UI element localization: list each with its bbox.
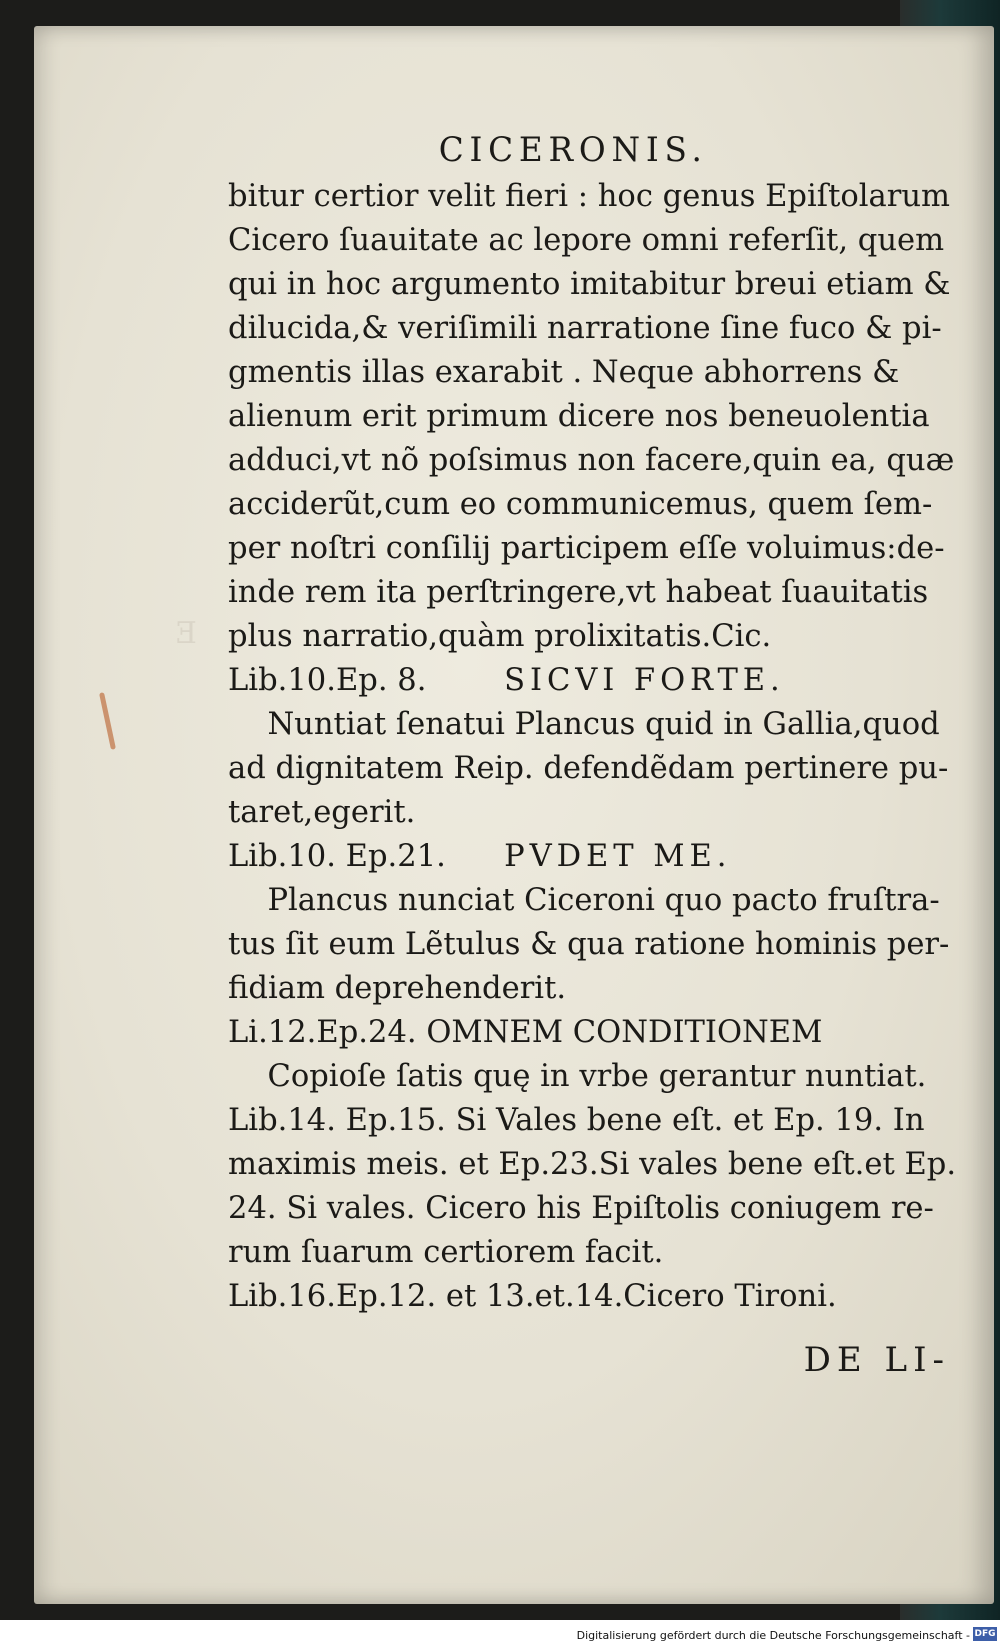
text-line: Plancus nunciat Ciceroni quo pacto fruſtra- <box>267 882 940 918</box>
text-line: per noſtri conſilij participem eſſe voluimus:de- <box>228 530 945 566</box>
text-line: inde rem ita perſtringere,vt habeat ſuauitatis <box>228 574 929 610</box>
text-line: Copioſe ſatis quę in vrbe gerantur nuntiat. <box>267 1058 927 1094</box>
text-line: dilucida,& veriſimili narratione ſine fuco & pi- <box>228 310 942 346</box>
text-line: Nuntiat ſenatui Plancus quid in Gallia,quod <box>267 706 940 742</box>
funding-credit: Digitalisierung gefördert durch die Deutsche Forschungsgemeinschaft - <box>576 1629 970 1642</box>
page-text <box>228 128 968 1318</box>
text-line: acciderũt,cum eo communicemus, quem ſem- <box>228 486 933 522</box>
text-line: qui in hoc argumento imitabitur breui etiam & <box>228 266 951 302</box>
section-incipit: PVDET ME. <box>504 838 732 874</box>
text-line: plus narratio,quàm prolixitatis.Cic. <box>228 618 772 654</box>
running-head: CICERONIS. <box>438 130 708 170</box>
text-line: Lib.16.Ep.12. et 13.et.14.Cicero Tironi. <box>228 1278 837 1314</box>
section-heading-3 <box>228 1010 958 1054</box>
section-heading-2 <box>228 834 958 878</box>
section-incipit: OMNEM CONDITIONEM <box>426 1014 823 1050</box>
text-line: taret,egerit. <box>228 794 416 830</box>
text-line: tus ſit eum Lẽtulus & qua ratione hominis per- <box>228 926 950 962</box>
text-line: rum ſuarum certiorem facit. <box>228 1234 664 1270</box>
section-ref: Lib.10.Ep. 8. <box>228 662 427 698</box>
text-line: maximis meis. et Ep.23.Si vales bene eſt.et Ep. <box>228 1146 957 1182</box>
text-line: adduci,vt nõ poſsimus non facere,quin ea, quæ <box>228 442 955 478</box>
text-line: Cicero ſuauitate ac lepore omni referſit, quem <box>228 222 945 258</box>
dfg-logo-icon: DFG <box>974 1629 996 1639</box>
catchword: DE LI- <box>803 1340 950 1380</box>
show-through-text: E <box>174 616 197 651</box>
section-incipit: SICVI FORTE. <box>504 662 785 698</box>
text-line: bitur certior velit fieri : hoc genus Epiſtolarum <box>228 178 951 214</box>
text-line: fidiam deprehenderit. <box>228 970 567 1006</box>
text-line: alienum erit primum dicere nos beneuolentia <box>228 398 930 434</box>
section-ref: Lib.10. Ep.21. <box>228 838 446 874</box>
section-ref: Li.12.Ep.24. <box>228 1014 417 1050</box>
text-line: ad dignitatem Reip. defendẽdam pertinere pu- <box>228 750 949 786</box>
section-heading-1 <box>228 658 958 702</box>
text-line: Lib.14. Ep.15. Si Vales bene eſt. et Ep. 19. In <box>228 1102 925 1138</box>
footer-bar <box>0 1620 1000 1647</box>
text-line: gmentis illas exarabit . Neque abhorrens & <box>228 354 900 390</box>
text-line: 24. Si vales. Cicero his Epiſtolis coniugem re- <box>228 1190 934 1226</box>
